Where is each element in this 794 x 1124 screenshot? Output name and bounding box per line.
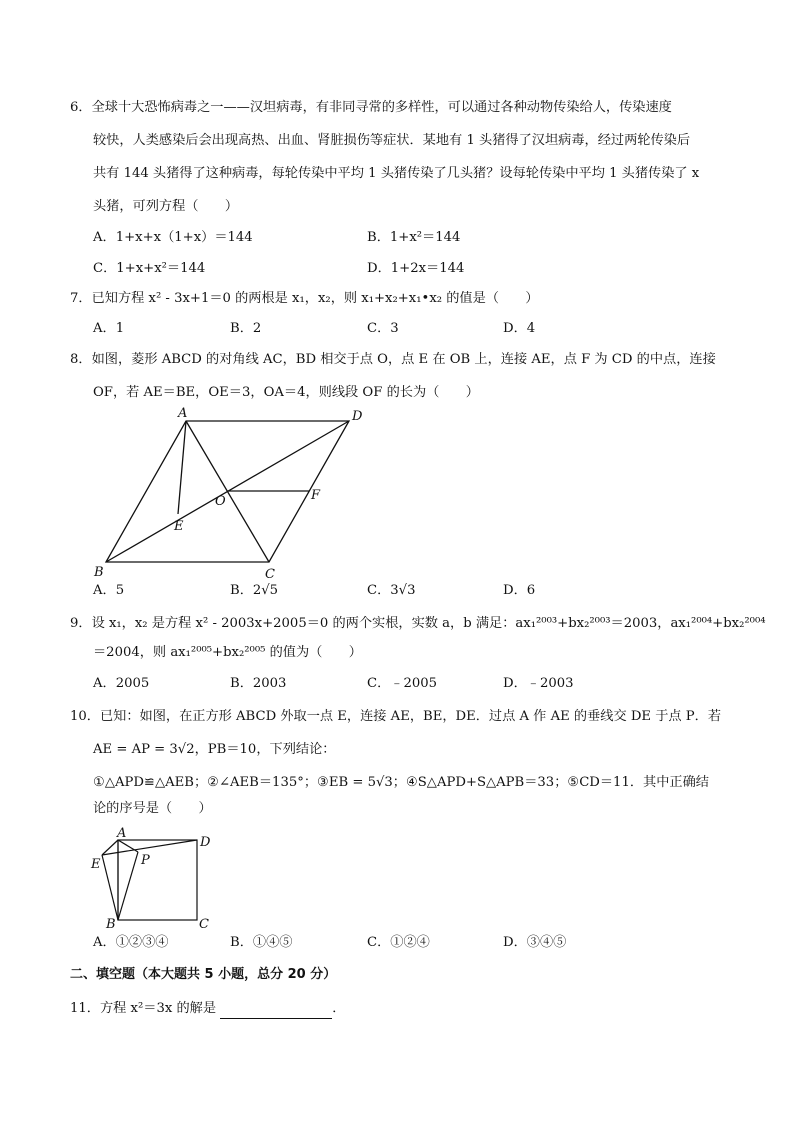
- section-title-fill-in: 二、填空题（本大题共 5 小题，总分 20 分）: [70, 967, 337, 982]
- rhombus-figure: [88, 400, 378, 580]
- q10-line-3: ①△APD≌△AEB；②∠AEB＝135°；③EB = 5√3；④S△APD+S△APB＝33；⑤CD＝11．其中正确结: [93, 775, 709, 790]
- q8-label-e: E: [174, 519, 184, 534]
- q8-label-c: C: [265, 567, 275, 580]
- q10-option-a: A．①②③④: [93, 935, 169, 950]
- q10-label-d: D: [200, 835, 211, 850]
- q6-line-3: 共有 144 头猪得了这种病毒，每轮传染中平均 1 头猪传染了几头猪？设每轮传染中平均 1 头猪传染了 x: [93, 166, 700, 181]
- q10-label-e: E: [91, 857, 101, 872]
- q7-option-b: B．2: [230, 321, 262, 336]
- q6-option-a: A．1+x+x（1+x）＝144: [93, 230, 253, 245]
- square-figure: [88, 822, 218, 930]
- q9-option-d: D．﹣2003: [503, 676, 574, 691]
- q10-label-c: C: [199, 917, 209, 930]
- q8-label-a: A: [178, 406, 188, 421]
- q8-label-o: O: [215, 494, 226, 509]
- q8-option-a: A．5: [93, 583, 125, 598]
- segment-pb: [118, 852, 138, 920]
- q8-label-f: F: [311, 488, 321, 503]
- q7-option-d: D．4: [503, 321, 536, 336]
- q11-answer-blank[interactable]: [220, 1004, 332, 1019]
- q10-line-4: 论的序号是（ ）: [93, 801, 212, 816]
- q8-line-1: 8．如图，菱形 ABCD 的对角线 AC，BD 相交于点 O，点 E 在 OB 上，连接 AE，点 F 为 CD 的中点，连接: [70, 352, 716, 367]
- q9-option-c: C．﹣2005: [367, 676, 438, 691]
- q10-label-b: B: [106, 917, 116, 930]
- q7-line-1: 7．已知方程 x² - 3x+1＝0 的两根是 x₁，x₂，则 x₁+x₂+x₁•x₂ 的值是（ ）: [70, 291, 539, 306]
- q6-option-b: B．1+x²＝144: [367, 230, 461, 245]
- q9-line-1: 9．设 x₁，x₂ 是方程 x² - 2003x+2005＝0 的两个实根，实数 a，b 满足：ax₁²⁰⁰³+bx₂²⁰⁰³＝2003，ax₁²⁰⁰⁴+bx₂²⁰⁰⁴: [70, 616, 766, 631]
- q7-option-c: C．3: [367, 321, 399, 336]
- q7-option-a: A．1: [93, 321, 125, 336]
- q10-line-1: 10．已知：如图，在正方形 ABCD 外取一点 E，连接 AE，BE，DE．过点 A 作 AE 的垂线交 DE 于点 P．若: [70, 709, 722, 724]
- q10-line-2: AE = AP = 3√2，PB＝10，下列结论：: [93, 742, 336, 757]
- q8-option-d: D．6: [503, 583, 536, 598]
- q11-period: ．: [332, 1001, 346, 1016]
- q10-label-a: A: [117, 826, 127, 841]
- q8-option-b: B．2√5: [230, 583, 279, 598]
- q6-line-2: 较快，人类感染后会出现高热、出血、肾脏损伤等症状．某地有 1 头猪得了汉坦病毒，经过两轮传染后: [93, 133, 691, 148]
- q8-label-d: D: [352, 409, 363, 424]
- q11-line: [70, 999, 345, 1019]
- q9-line-2: ＝2004，则 ax₁²⁰⁰⁵+bx₂²⁰⁰⁵ 的值为（ ）: [93, 645, 362, 660]
- q8-option-c: C．3√3: [367, 583, 416, 598]
- q8-label-b: B: [94, 565, 104, 580]
- q11-text: 11．方程 x²＝3x 的解是: [70, 1001, 217, 1016]
- q6-line-1: 6．全球十大恐怖病毒之一——汉坦病毒，有非同寻常的多样性，可以通过各种动物传染给人，传染速度: [70, 100, 672, 115]
- q10-option-d: D．③④⑤: [503, 935, 567, 950]
- q10-label-p: P: [141, 853, 150, 868]
- q6-line-4: 头猪，可列方程（ ）: [93, 199, 239, 214]
- q6-option-c: C．1+x+x²＝144: [93, 261, 206, 276]
- q9-option-a: A．2005: [93, 676, 150, 691]
- q10-option-b: B．①④⑤: [230, 935, 293, 950]
- segment-eb: [102, 855, 118, 920]
- q9-option-b: B．2003: [230, 676, 287, 691]
- q6-option-d: D．1+2x＝144: [367, 261, 465, 276]
- q10-option-c: C．①②④: [367, 935, 430, 950]
- segment-ap: [118, 840, 138, 852]
- q8-line-2: OF，若 AE＝BE，OE＝3，OA＝4，则线段 OF 的长为（ ）: [93, 385, 479, 400]
- segment-ae: [178, 421, 186, 514]
